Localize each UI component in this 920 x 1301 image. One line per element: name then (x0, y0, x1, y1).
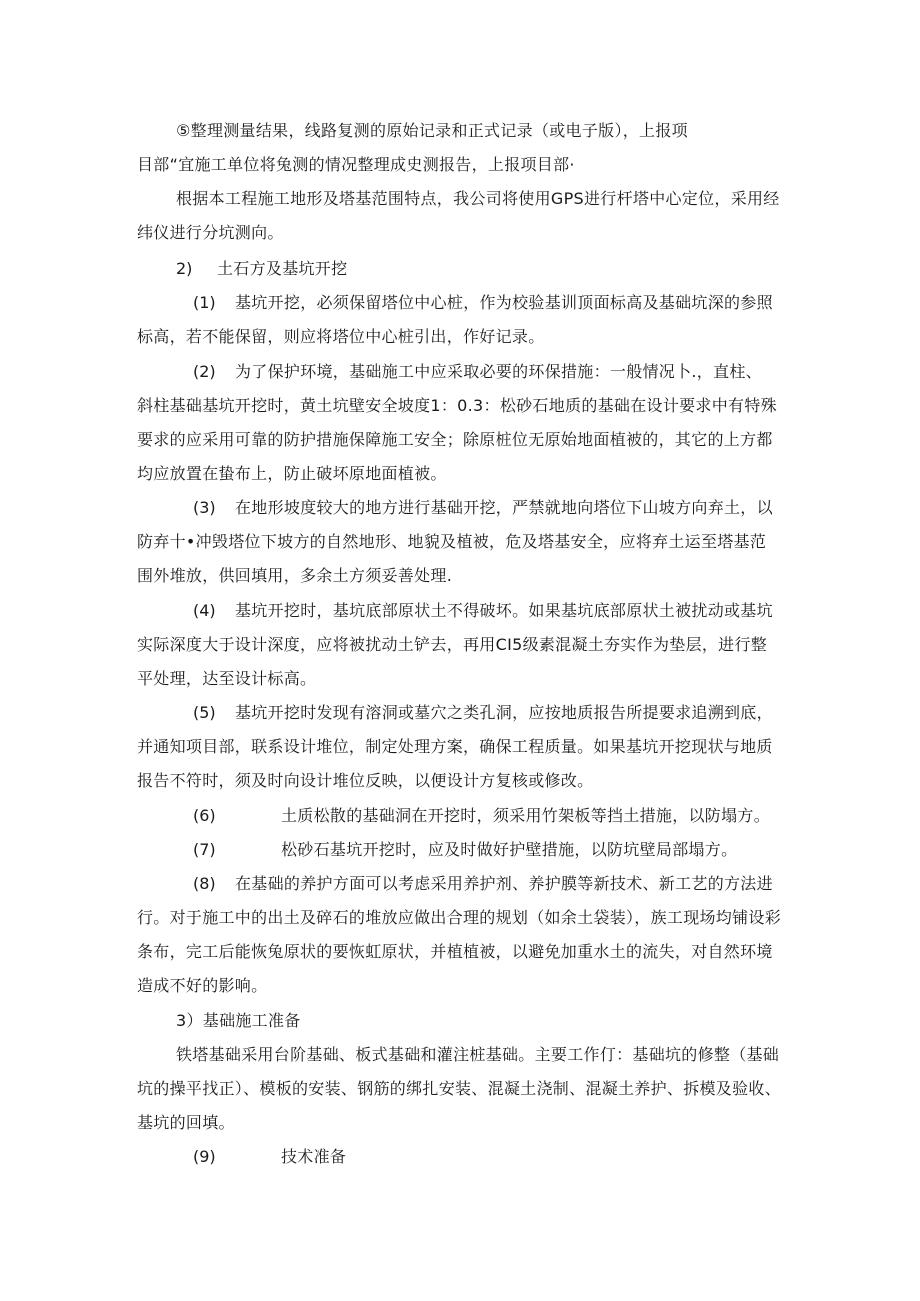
text-line: 为了保护环境，基础施工中应采取必要的环保措施：一般情况卜.，直柱、 (235, 362, 762, 381)
text-line: 标高，若不能保留，则应将塔位中心桩引出，作好记录。 (137, 327, 545, 346)
item-number: (2) (193, 362, 216, 381)
item-number: (4) (193, 601, 216, 620)
section-heading: 3）基础施工准备 (176, 1011, 301, 1030)
text-line: 松砂石基坑开挖时，应及时做好护壁措施，以防坑壁局部塌方。 (281, 840, 738, 859)
text-line: 纬仪进行分坑测向。 (137, 223, 284, 242)
item-number: (6) (193, 806, 216, 825)
text-line: 均应放置在蛰布上，防止破坏原地面植被。 (137, 464, 447, 483)
text-line: 实际深度大于设计深度，应将被扰动土铲去，再用CI5级素混凝土夯实作为垫层，进行整 (137, 635, 768, 654)
text-line: 基坑开挖时，基坑底部原状土不得破坏。如果基坑底部原状土被扰动或基坑 (235, 601, 773, 620)
text-line: 铁塔基础采用台阶基础、板式基础和灌注桩基础。主要工作仃：基础坑的修整（基础 (176, 1045, 780, 1064)
item-number: (9) (193, 1147, 216, 1166)
text-line: ⑤整理测量结果，线路复测的原始记录和正式记录（或电子版），上报项 (176, 121, 688, 140)
item-number: (3) (193, 498, 216, 517)
text-line: 在地形坡度较大的地方进行基础开挖，严禁就地向塔位下山坡方向弃土，以 (235, 498, 773, 517)
text-line: 平处理，达至设计标高。 (137, 669, 317, 688)
text-line: 条布，完工后能恢兔原状的要恢虹原状，并植植被，以避免加重水土的流失，对自然环境 (137, 942, 773, 961)
item-number: (8) (193, 874, 216, 893)
item-number: (1) (193, 293, 216, 312)
text-line: 基坑开挖，必须保留塔位中心桩，作为校验基训顶面标高及基础坑深的参照 (235, 293, 773, 312)
text-line: 基坑开挖时发现有溶洞或墓穴之类孔洞，应按地质报告所提要求追溯到底， (235, 703, 773, 722)
text-line: 斜柱基础基坑开挖时，黄土坑壁安全坡度1：0.3：松砂石地质的基础在设计要求中有特殊 (137, 396, 777, 415)
section-heading: 土石方及基坑开挖 (217, 259, 348, 278)
text-line: 报告不符时，须及时向设计堆位反映，以便设计方复核或修改。 (137, 771, 594, 790)
text-line: 土质松散的基础洞在开挖时，须采用竹架板等挡土措施，以防塌方。 (281, 806, 771, 825)
item-number: (7) (193, 840, 216, 859)
text-line: 要求的应采用可靠的防护措施保障施工安全；除原桩位无原始地面植被的，其它的上方都 (137, 430, 773, 449)
section-number: 2) (176, 259, 193, 278)
text-line: 根据本工程施工地形及塔基范围特点，我公司将使用GPS进行杆塔中心定位，采用经 (176, 189, 780, 208)
text-line: 防弃十•冲毁塔位下坡方的自然地形、地貌及植被，危及塔基安全，应将弃土运至塔基范 (137, 532, 767, 551)
text-line: 在基础的养护方面可以考虑采用养护剂、养护膜等新技术、新工艺的方法进 (235, 874, 773, 893)
text-line: 坑的操平找正）、模板的安装、钢筋的绑扎安装、混凝土浇制、混凝土养护、拆模及验收、 (137, 1079, 782, 1098)
text-line: 基坑的回填。 (137, 1113, 235, 1132)
text-line: 技术准备 (281, 1147, 347, 1166)
text-line: 目部“宜施工单位将兔测的情况整理成史测报告，上报项目部· (137, 155, 575, 174)
text-line: 并通知项目部，联系设计堆位，制定处理方案，确保工程质量。如果基坑开挖现状与地质 (137, 737, 773, 756)
text-line: 围外堆放，供回填用，多余土方须妥善处理. (137, 566, 453, 585)
text-line: 造成不好的影响。 (137, 976, 268, 995)
item-number: (5) (193, 703, 216, 722)
text-line: 行。对于施工中的出土及碎石的堆放应做出合理的规划（如余土袋装），族工现场均铺设彩 (137, 908, 782, 927)
